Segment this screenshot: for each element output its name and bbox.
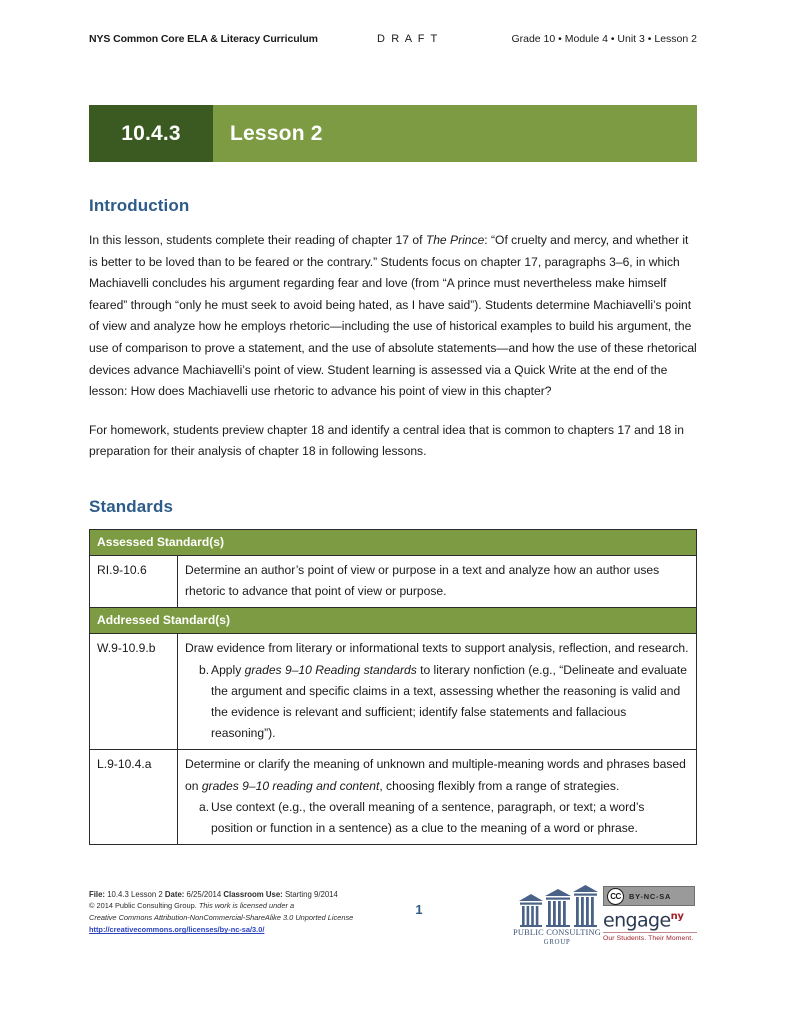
engageny-logo <box>603 907 699 942</box>
sub-item-marker: b. <box>199 662 210 677</box>
engageny-word: engage <box>603 909 671 932</box>
standard-main-text <box>185 754 689 796</box>
engageny-tagline: Our Students. Their Moment. <box>603 934 694 942</box>
pcg-logo-text <box>511 928 603 947</box>
sub-text-part-b: to literary nonfiction (e.g., “Delineate and evaluate the argument and specific claims in a text, assessing whether the reasoning is valid and the evidence is relevant and sufficient; identify false statements and fallacious reasoning”). <box>211 662 687 741</box>
footer-file-line <box>89 889 389 900</box>
sub-item-marker: a. <box>199 799 210 814</box>
footer-date-label: Date: <box>164 890 185 899</box>
pcg-logo <box>511 885 603 947</box>
pcg-logo-line-2: GROUP <box>543 937 571 946</box>
footer-copyright: © 2014 Public Consulting Group. <box>89 901 199 911</box>
lesson-code: 10.4.3 <box>89 105 213 162</box>
table-row <box>90 555 697 607</box>
standard-code: L.9-10.4.a <box>90 750 178 845</box>
standards-table <box>89 529 697 845</box>
standard-text-italic: grades 9–10 reading and content <box>201 778 380 793</box>
sub-item-text <box>211 660 689 745</box>
footer-logos <box>507 883 697 951</box>
standards-group-assessed <box>90 529 697 555</box>
footer-copyright-line <box>89 900 389 911</box>
list-item <box>185 660 689 745</box>
footer-file-value: 10.4.3 Lesson 2 <box>107 890 163 899</box>
footer-license-line-2: Creative Commons Attribution-NonCommercial-ShareAlike 3.0 Unported License <box>89 912 354 922</box>
table-row <box>90 750 697 845</box>
sub-text-part-a: Apply <box>211 662 245 677</box>
creative-commons-terms: BY-NC-SA <box>629 891 672 901</box>
standard-main-text: Draw evidence from literary or informational texts to support analysis, reflection, and research. <box>185 641 689 656</box>
standard-description: Determine an author’s point of view or purpose in a text and analyze how an author uses rhetoric to advance that point of view or purpose. <box>178 555 697 607</box>
intro-p1-part-a: In this lesson, students complete their reading of chapter 17 of <box>89 233 426 247</box>
assessed-standards-label: Assessed Standard(s) <box>90 529 697 555</box>
running-header <box>89 33 697 45</box>
standard-text-part-b: , choosing flexibly from a range of strategies. <box>379 778 620 793</box>
intro-p1-part-b: : “Of cruelty and mercy, and whether it is better to be loved than to be feared or the contrary.” Students focus on chapter 17, paragraphs 3–6, in which Machiavelli concludes his argument regarding fear and love (from “A prince must nevertheless make himself feared” through “only he must seek to avoid being hated, as I have said”). Students determine Machiavelli’s point of view and analyze how he employs rhetoric—including the use of historical examples to build his argument, the use of comparison to prove a statement, and the use of absolute statements—and how the use of these rhetorical devices advance Machiavelli’s point of view. Student learning is assessed via a Quick Write at the end of the lesson: How does Machiavelli use rhetoric to advance his point of view in this chapter? <box>89 233 697 399</box>
lesson-title: Lesson 2 <box>213 105 697 162</box>
footer-metadata <box>89 889 389 936</box>
introduction-paragraph-1 <box>89 230 697 403</box>
standard-description <box>178 634 697 750</box>
standard-description <box>178 750 697 845</box>
pcg-columns-icon <box>517 885 599 929</box>
engageny-divider <box>603 932 697 933</box>
creative-commons-icon: CC <box>607 888 624 905</box>
footer-classroom-label: Classroom Use: <box>223 890 283 899</box>
addressed-standards-label: Addressed Standard(s) <box>90 608 697 634</box>
standard-code: RI.9-10.6 <box>90 555 178 607</box>
page-footer <box>89 889 697 959</box>
intro-p1-book-title: The Prince <box>425 233 485 247</box>
introduction-paragraph-2: For homework, students preview chapter 18 and identify a central idea that is common to chapters 17 and 18 in preparation for their analysis of chapter 18 in following lessons. <box>89 422 684 459</box>
footer-classroom-value: Starting 9/2014 <box>284 890 338 899</box>
sub-text-italic: grades 9–10 Reading standards <box>244 662 417 677</box>
creative-commons-badge <box>603 886 695 906</box>
standard-code: W.9-10.9.b <box>90 634 178 750</box>
footer-date-value: 6/25/2014 <box>186 890 222 899</box>
introduction-heading: Introduction <box>89 196 190 215</box>
standards-heading: Standards <box>89 496 174 516</box>
footer-license-line-1: This work is licensed under a <box>198 901 295 911</box>
pcg-logo-line-1: PUBLIC CONSULTING <box>512 928 601 937</box>
engageny-wordmark <box>603 907 684 930</box>
header-lesson-path: Grade 10 • Module 4 • Unit 3 • Lesson 2 <box>511 33 697 45</box>
header-draft-label: D R A F T <box>377 33 439 45</box>
engageny-superscript: ny <box>670 911 684 922</box>
footer-file-label: File: <box>89 890 106 899</box>
header-curriculum-label: NYS Common Core ELA & Literacy Curriculum <box>89 33 318 45</box>
sub-item-text: Use context (e.g., the overall meaning of a sentence, paragraph, or text; a word’s position or function in a sentence) as a clue to the meaning of a word or phrase. <box>211 799 645 835</box>
standard-sub-list <box>185 660 689 745</box>
lesson-title-banner <box>89 105 697 162</box>
list-item <box>185 797 689 839</box>
page-number: 1 <box>415 902 423 917</box>
document-body <box>89 196 697 845</box>
standards-group-addressed <box>90 608 697 634</box>
standard-sub-list <box>185 797 689 839</box>
standard-text-part-a: Determine or clarify the meaning of unknown and multiple-meaning words and phrases based on <box>185 757 686 793</box>
footer-license-link[interactable]: http://creativecommons.org/licenses/by-nc-sa/3.0/ <box>89 925 265 935</box>
table-row <box>90 634 697 750</box>
